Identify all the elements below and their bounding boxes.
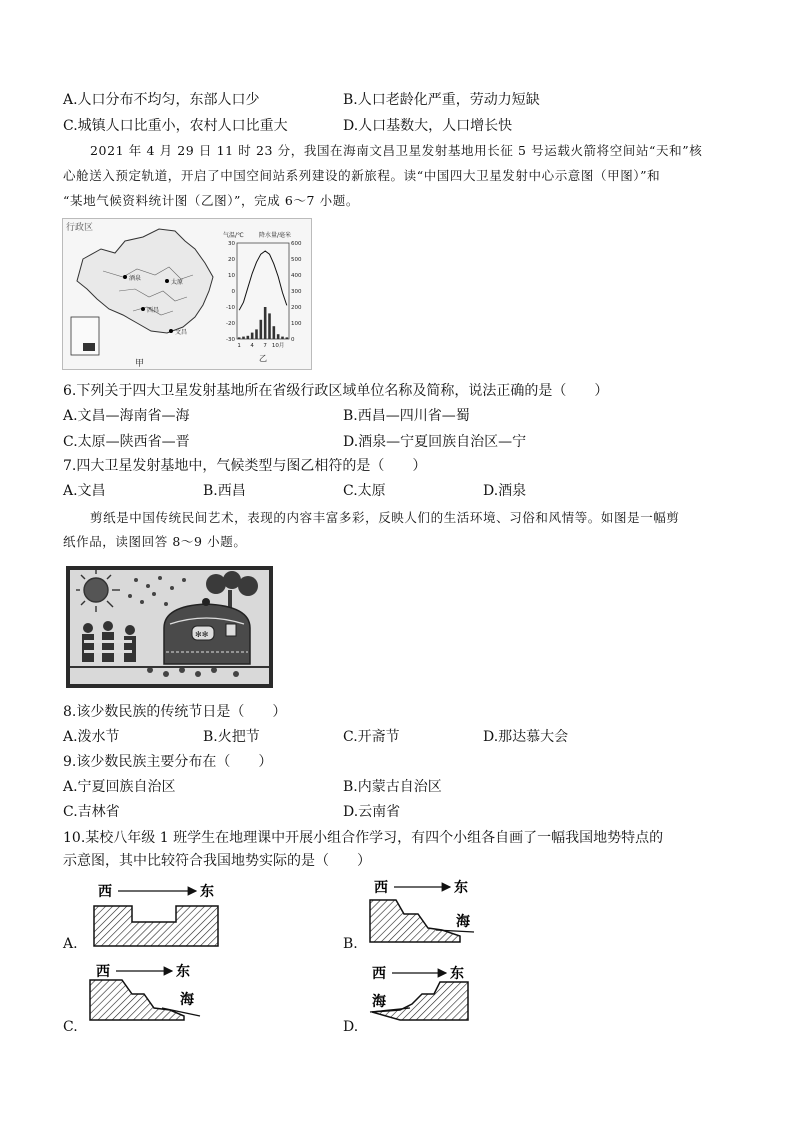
diagram-b-sea: 海 xyxy=(456,914,470,930)
q7-option-b: B.西昌 xyxy=(203,483,246,499)
diagram-d-west: 西 xyxy=(372,966,386,982)
q5-option-a: A.人口分布不均匀，东部人口少 xyxy=(63,92,260,108)
q7-stem: 7.四大卫星发射基地中，气候类型与图乙相符的是（ ） xyxy=(63,458,427,474)
climate-left-tick: -30 xyxy=(226,337,235,343)
label-xichang: 西昌 xyxy=(147,307,160,314)
diagram-b-west: 西 xyxy=(374,880,388,896)
precip-bar xyxy=(251,333,254,339)
climate-x-tick: 7 xyxy=(263,343,267,349)
climate-right-tick: 500 xyxy=(291,257,302,263)
climate-left-tick: 20 xyxy=(228,257,235,263)
climate-plot-frame xyxy=(237,243,289,339)
precip-bar xyxy=(273,326,276,339)
q10-option-d: D. xyxy=(343,1019,359,1035)
paper-cut-artwork xyxy=(66,566,273,688)
passage1-line3: “某地气候资料统计图（乙图）”，完成 6～7 小题。 xyxy=(63,193,359,208)
launch-site-jiuquan xyxy=(123,275,127,279)
climate-chart xyxy=(221,229,309,367)
precip-bar xyxy=(247,336,250,339)
figures-icon xyxy=(82,621,136,662)
climate-x-tick: 10月 xyxy=(271,343,285,349)
climate-x-tick: 1 xyxy=(237,343,241,349)
diagram-c-sea: 海 xyxy=(180,992,194,1008)
q7-option-c: C.太原 xyxy=(343,483,386,499)
climate-left-tick: -20 xyxy=(226,321,235,327)
diagram-b-east: 东 xyxy=(454,880,468,896)
q8-option-d: D.那达慕大会 xyxy=(483,729,569,745)
climate-right-tick: 300 xyxy=(291,289,302,295)
diagram-a-west: 西 xyxy=(98,884,112,900)
precip-bar xyxy=(260,320,263,339)
q8-option-a: A.泼水节 xyxy=(63,729,120,745)
climate-left-axis-label: 气温/℃ xyxy=(223,232,244,239)
q10-stem-line2: 示意图，其中比较符合我国地势实际的是（ ） xyxy=(63,853,371,869)
diagram-a xyxy=(94,883,218,946)
climate-right-tick: 0 xyxy=(291,337,295,343)
launch-site-wenchang xyxy=(169,329,173,333)
terrain-diagrams xyxy=(0,870,794,1045)
inset-scale xyxy=(83,343,95,351)
climate-right-tick: 600 xyxy=(291,241,302,247)
label-taiyuan: 太原 xyxy=(171,279,184,286)
q9-option-a: A.宁夏回族自治区 xyxy=(63,779,176,795)
figure-map-and-chart xyxy=(62,218,312,370)
diagram-d-east: 东 xyxy=(450,966,464,982)
launch-site-xichang xyxy=(141,307,145,311)
q8-stem: 8.该少数民族的传统节日是（ ） xyxy=(63,704,287,720)
precip-bar xyxy=(268,313,271,339)
precip-bar xyxy=(242,337,245,339)
diagram-c xyxy=(90,963,200,1020)
q9-option-d: D.云南省 xyxy=(343,804,401,820)
q6-stem: 6.下列关于四大卫星发射基地所在省级行政区域单位名称及简称，说法正确的是（ ） xyxy=(63,383,609,399)
precip-bar xyxy=(277,334,280,339)
q5-option-d: D.人口基数大，人口增长快 xyxy=(343,118,513,134)
precip-bar xyxy=(255,329,258,339)
precip-bar xyxy=(281,337,284,339)
diagram-c-east: 东 xyxy=(176,964,190,980)
label-jiuquan: 酒泉 xyxy=(129,275,142,282)
label-wenchang: 文昌 xyxy=(175,329,188,336)
passage2-line1: 剪纸是中国传统民间艺术，表现的内容丰富多彩，反映人们的生活环境、习俗和风情等。如图是一幅剪 xyxy=(90,510,680,525)
q6-option-d: D.酒泉—宁夏回族自治区—宁 xyxy=(343,434,527,450)
q7-option-d: D.酒泉 xyxy=(483,483,527,499)
q7-option-a: A.文昌 xyxy=(63,483,106,499)
q8-option-c: C.开斋节 xyxy=(343,729,400,745)
q8-option-b: B.火把节 xyxy=(203,729,260,745)
map-header: 行政区 xyxy=(66,223,94,233)
q9-option-c: C.吉林省 xyxy=(63,804,120,820)
climate-right-tick: 200 xyxy=(291,305,302,311)
q5-option-c: C.城镇人口比重小，农村人口比重大 xyxy=(63,118,288,134)
q6-option-a: A.文昌—海南省—海 xyxy=(63,408,190,424)
svg-text:✻✻: ✻✻ xyxy=(195,630,209,639)
climate-right-tick: 100 xyxy=(291,321,302,327)
precip-bar xyxy=(238,337,241,339)
precip-bar xyxy=(264,307,267,339)
q9-option-b: B.内蒙古自治区 xyxy=(343,779,442,795)
diagram-a-east: 东 xyxy=(200,884,214,900)
q6-option-b: B.西昌—四川省—蜀 xyxy=(343,408,470,424)
q10-option-a: A. xyxy=(63,936,78,952)
diagram-d xyxy=(370,965,468,1020)
precip-bar xyxy=(286,337,289,339)
climate-left-tick: -10 xyxy=(226,305,235,311)
paper-cut-image xyxy=(66,566,273,688)
launch-site-taiyuan xyxy=(165,279,169,283)
climate-left-tick: 10 xyxy=(228,273,235,279)
q5-option-b: B.人口老龄化严重，劳动力短缺 xyxy=(343,92,540,108)
q6-option-c: C.太原—陕西省—晋 xyxy=(63,434,190,450)
map-caption: 甲 xyxy=(135,359,145,369)
temperature-line xyxy=(239,251,287,310)
passage1-line1: 2021 年 4 月 29 日 11 时 23 分，我国在海南文昌卫星发射基地用长征 5 号运载火箭将空间站“天和”核 xyxy=(90,143,703,158)
q10-option-b: B. xyxy=(343,936,358,952)
q10-option-c: C. xyxy=(63,1019,78,1035)
q10-stem-line1: 10.某校八年级 1 班学生在地理课中开展小组合作学习，有四个小组各自画了一幅我国地势特点的 xyxy=(63,830,664,846)
diagram-d-sea: 海 xyxy=(372,994,386,1010)
climate-right-axis-label: 降水量/毫米 xyxy=(259,232,292,239)
q9-stem: 9.该少数民族主要分布在（ ） xyxy=(63,754,273,770)
passage2-line2: 纸作品，读图回答 8～9 小题。 xyxy=(63,534,247,549)
diagram-b xyxy=(370,879,474,942)
diagram-c-west: 西 xyxy=(96,964,110,980)
climate-left-tick: 30 xyxy=(228,241,235,247)
passage1-line2: 心舱送入预定轨道，开启了中国空间站系列建设的新旅程。读“中国四大卫星发射中心示意图（甲图）”和 xyxy=(63,168,661,183)
climate-x-tick: 4 xyxy=(250,343,254,349)
chart-caption: 乙 xyxy=(259,354,267,363)
climate-right-tick: 400 xyxy=(291,273,302,279)
climate-left-tick: 0 xyxy=(231,289,235,295)
